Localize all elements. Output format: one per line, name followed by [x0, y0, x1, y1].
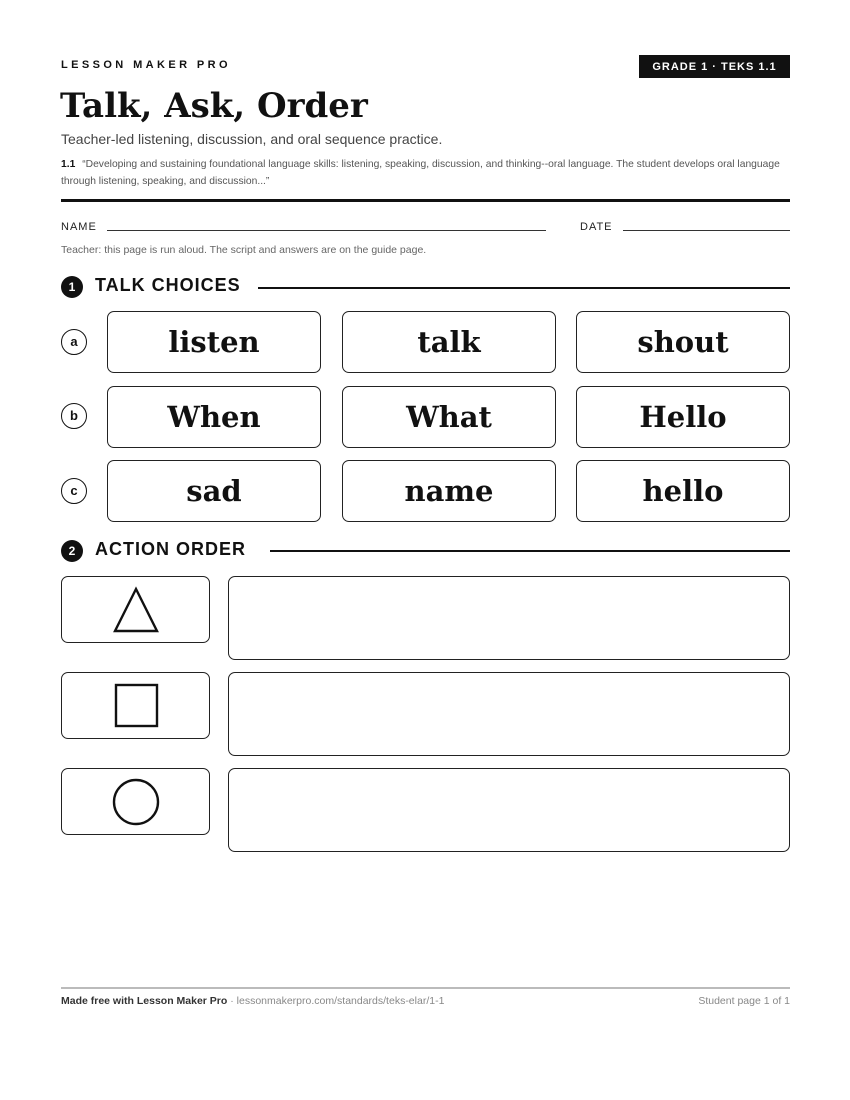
section-1-title: TALK CHOICES [95, 275, 241, 295]
shape-card-circle [61, 768, 210, 835]
standard-code: 1.1 [61, 159, 76, 170]
word-card[interactable]: name [342, 460, 556, 522]
word-card[interactable]: shout [576, 311, 790, 373]
word-card[interactable]: sad [107, 460, 321, 522]
shape-card-triangle [61, 576, 210, 643]
section-2-title: ACTION ORDER [95, 539, 246, 559]
row-letter-b: b [61, 403, 87, 429]
footer-page-number: Student page 1 of 1 [698, 995, 790, 1007]
section-2-number: 2 [61, 540, 83, 562]
teacher-note: Teacher: this page is run aloud. The script and answers are on the guide page. [61, 244, 427, 256]
row-letter-c: c [61, 478, 87, 504]
footer-divider [61, 987, 790, 989]
footer-made-with: Made free with Lesson Maker Pro [61, 995, 228, 1007]
word-card[interactable]: What [342, 386, 556, 448]
date-label: DATE [580, 221, 613, 233]
word-card[interactable]: Hello [576, 386, 790, 448]
brand-name: LESSON MAKER PRO [61, 59, 231, 71]
name-field[interactable] [107, 230, 546, 231]
section-2-divider [270, 550, 790, 552]
circle-icon [111, 777, 161, 827]
standard-text: “Developing and sustaining foundational language skills: listening, speaking, discussion, and thinking--oral language. The student develops oral language through listening, speaking, and discussion...” [61, 159, 780, 187]
grade-badge: GRADE 1 · TEKS 1.1 [639, 55, 790, 78]
page-title: Talk, Ask, Order [60, 86, 368, 126]
shape-card-square [61, 672, 210, 739]
standard-description [61, 156, 791, 190]
name-label: NAME [61, 221, 97, 233]
section-1-divider [258, 287, 790, 289]
word-card[interactable]: When [107, 386, 321, 448]
answer-box[interactable] [228, 576, 790, 660]
footer-credit [61, 995, 444, 1007]
square-icon [111, 681, 161, 731]
word-card[interactable]: listen [107, 311, 321, 373]
date-field[interactable] [623, 230, 790, 231]
triangle-icon [111, 585, 161, 635]
section-1-number: 1 [61, 276, 83, 298]
row-letter-a: a [61, 329, 87, 355]
page-subtitle: Teacher-led listening, discussion, and oral sequence practice. [61, 131, 443, 147]
answer-box[interactable] [228, 672, 790, 756]
answer-box[interactable] [228, 768, 790, 852]
word-card[interactable]: hello [576, 460, 790, 522]
word-card[interactable]: talk [342, 311, 556, 373]
header-divider [61, 199, 790, 202]
footer-separator: · [227, 995, 237, 1007]
footer-url[interactable]: lessonmakerpro.com/standards/teks-elar/1-1 [236, 995, 445, 1007]
